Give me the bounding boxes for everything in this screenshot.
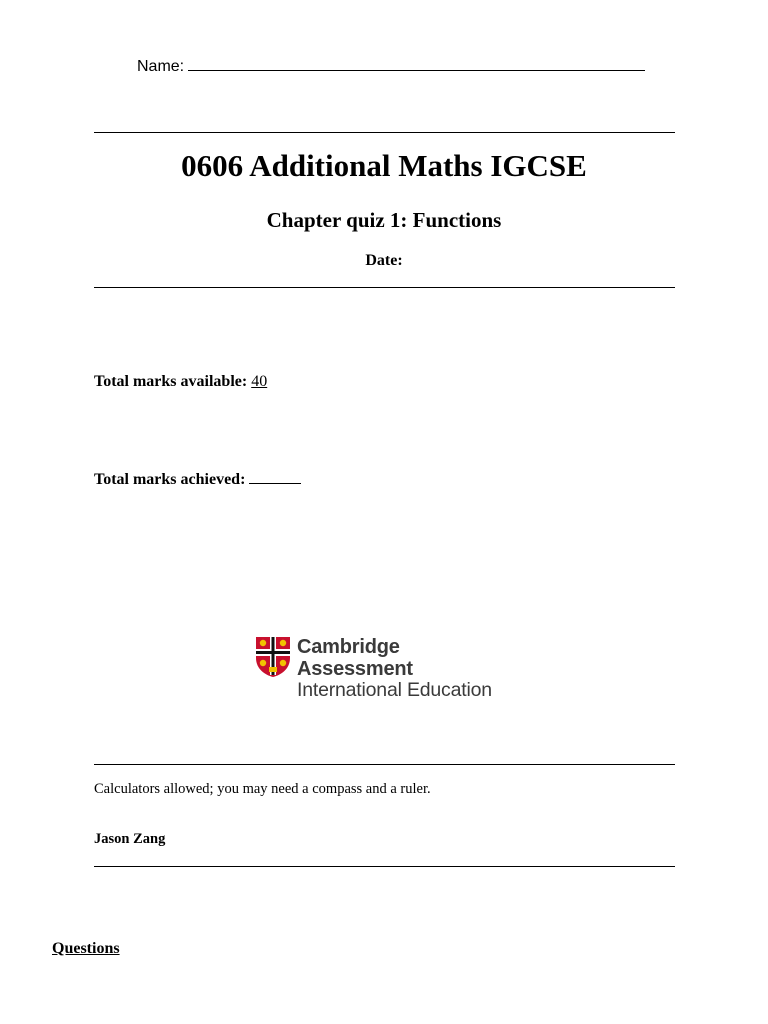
instructions-top-divider bbox=[94, 764, 675, 765]
logo-text bbox=[297, 636, 517, 701]
logo-line-1: Cambridge Assessment bbox=[297, 636, 413, 680]
quiz-subtitle: Chapter quiz 1: Functions bbox=[266, 208, 502, 232]
marks-achieved-label: Total marks achieved: bbox=[94, 471, 246, 488]
marks-achieved-row bbox=[94, 468, 301, 490]
instructions-bottom-divider bbox=[94, 866, 675, 867]
page-title: 0606 Additional Maths IGCSE bbox=[181, 148, 587, 183]
author-name: Jason Zang bbox=[94, 831, 166, 847]
name-input-line[interactable] bbox=[188, 54, 645, 71]
questions-heading: Questions bbox=[52, 940, 120, 957]
logo-line-2: International Education bbox=[297, 679, 492, 701]
marks-available-value: 40 bbox=[251, 373, 268, 390]
header-bottom-divider bbox=[94, 287, 675, 288]
cambridge-logo bbox=[255, 636, 517, 701]
name-row bbox=[137, 54, 645, 77]
cambridge-shield-icon bbox=[255, 636, 291, 678]
instructions-note: Calculators allowed; you may need a compass and a ruler. bbox=[94, 781, 431, 797]
date-label: Date: bbox=[365, 252, 403, 269]
marks-available-label: Total marks available: bbox=[94, 373, 248, 390]
top-divider bbox=[94, 132, 675, 133]
name-label: Name: bbox=[137, 58, 185, 75]
marks-achieved-blank[interactable] bbox=[249, 468, 301, 484]
marks-available-row bbox=[94, 372, 267, 392]
